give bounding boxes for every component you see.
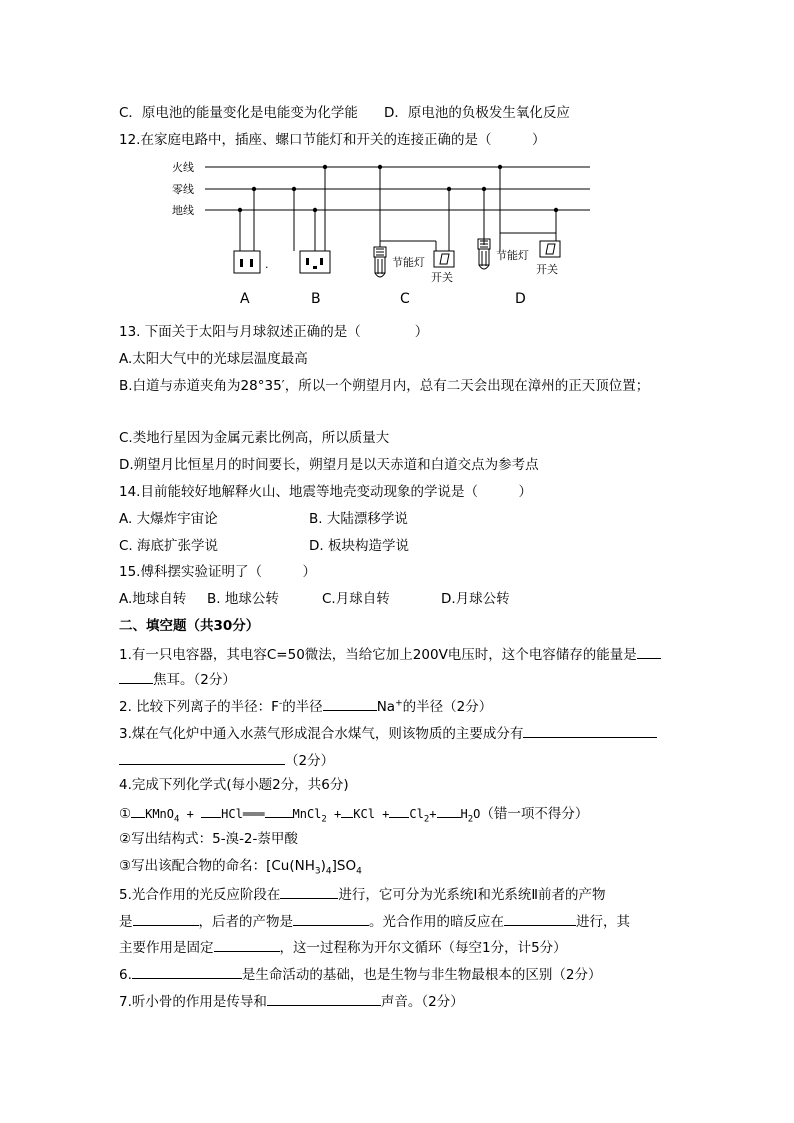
f5-l2d: 进行，其 (576, 914, 630, 930)
f3-line1 (119, 723, 657, 743)
f4-blank-5[interactable] (389, 803, 409, 818)
f4-p3-sub4b: 4 (356, 866, 362, 877)
f4-p2: ②写出结构式：5-溴-2-萘甲酸 (119, 831, 298, 847)
f4-sub-4: 4 (174, 814, 180, 825)
f4-stem: 4.完成下列化学式(每小题2分，共6分) (119, 777, 349, 793)
q14-options-cd (119, 537, 409, 555)
f4-p3-mid: ) (320, 858, 326, 874)
f2-line (119, 696, 492, 716)
f7-pre: 7.听小骨的作用是传导和 (119, 994, 267, 1010)
f3-blank[interactable] (523, 723, 657, 738)
q14-stem: 14.目前能较好地解释火山、地震等地壳变动现象的学说是（ ） (119, 484, 532, 500)
label-fire-wire: 火线 (172, 161, 194, 174)
q13-option-a: A.太阳大气中的光球层温度最高 (119, 351, 308, 367)
q14-option-b: B. 大陆漂移学说 (309, 511, 408, 527)
f5-line3 (119, 937, 567, 957)
switch-c (434, 251, 454, 267)
f2-pre: 2. 比较下列离子的半径：F (119, 699, 279, 715)
q14-options-ab (119, 510, 408, 528)
f4-o: O (473, 807, 481, 821)
f7-post: 声音。（2分） (380, 994, 464, 1010)
f4-note: （错一项不得分） (480, 806, 589, 822)
q13-option-c: C.类地行星因为金属元素比例高，所以质量大 (119, 430, 390, 446)
f7-line (119, 991, 464, 1011)
f4-h: H (460, 807, 468, 821)
label-d: D (515, 291, 526, 307)
q15-option-d: D.月球公转 (441, 591, 510, 607)
f5-l3a: 主要作用是固定 (119, 940, 214, 956)
socket-b (300, 251, 330, 273)
f4-blank-4[interactable] (341, 803, 353, 818)
f4-equation (119, 803, 588, 823)
f4-mncl: MnCl (292, 807, 322, 821)
f4-kmno: KMnO (145, 807, 175, 821)
section-title: 二、填空题（共30分） (119, 618, 260, 634)
f2-mid: 的半径 (282, 699, 323, 715)
f6-pre: 6. (119, 967, 132, 983)
f6-blank[interactable] (132, 964, 242, 979)
label-switch-d: 开关 (536, 263, 558, 276)
q13-option-d: D.朔望月比恒星月的时间要长，朔望月是以天赤道和白道交点为参考点 (119, 457, 539, 473)
q14-option-a: A. 大爆炸宇宙论 (119, 511, 218, 527)
lamp-c (374, 247, 386, 277)
f4-plus-3: + (429, 807, 437, 821)
f2-sup2: + (395, 698, 403, 709)
circuit-diagram (170, 155, 600, 315)
f5-blank-5[interactable] (214, 937, 280, 952)
f4-blank-1[interactable] (131, 803, 145, 818)
f4-kcl: KCl + (353, 807, 390, 821)
f3-line2 (119, 750, 334, 770)
f1-blank-cont[interactable] (119, 669, 153, 684)
f5-blank-2[interactable] (133, 911, 199, 926)
f4-plus-1: + (179, 807, 202, 821)
f5-l1b: 进行，它可分为光系统Ⅰ和光系统Ⅱ前者的产物 (338, 887, 606, 903)
f5-blank-4[interactable] (504, 911, 576, 926)
f4-p3-sub4: 4 (325, 866, 332, 877)
q11-option-c: C．原电池的能量变化是电能变为化学能 (119, 105, 358, 121)
q13-option-b: B.白道与赤道夹角为28°35′，所以一个朔望月内，总有二天会出现在漳州的正天顶位置； (119, 378, 650, 394)
f5-l2b: ，后者的产物是 (198, 914, 293, 930)
f7-blank[interactable] (267, 991, 381, 1006)
f4-blank-2[interactable] (201, 803, 221, 818)
label-ground-wire: 地线 (172, 204, 194, 217)
socket-a (234, 251, 260, 273)
f5-l2c: 。光合作用的暗反应在 (369, 914, 504, 930)
f4-sub-2c: 2 (467, 814, 474, 825)
q12-stem: 12.在家庭电路中，插座、螺口节能灯和开关的连接正确的是（ ） (119, 132, 546, 148)
label-lamp-c: 节能灯 (392, 256, 425, 269)
q11-options-line (119, 104, 570, 122)
f2-post: 的半径（2分） (402, 699, 493, 715)
q13-stem: 13. 下面关于太阳与月球叙述正确的是（ ） (119, 324, 429, 340)
f2-sup1: - (278, 698, 283, 709)
f1-line1 (119, 644, 661, 664)
f5-line2 (119, 911, 630, 931)
q15-options (119, 590, 510, 608)
f4-hcl: HCl (221, 807, 243, 821)
f5-blank-3[interactable] (293, 911, 369, 926)
f4-blank-6[interactable] (437, 803, 461, 818)
q14-option-c: C. 海底扩张学说 (119, 538, 219, 554)
f6-post: 是生命活动的基础，也是生物与非生物最根本的区别（2分） (241, 967, 602, 983)
f3-cont: （2分） (285, 753, 335, 769)
q15-stem: 15.傅科摆实验证明了（ ） (119, 564, 316, 580)
f5-l2a: 是 (119, 914, 133, 930)
label-lamp-d: 节能灯 (496, 249, 529, 262)
f4-p3-sub3: 3 (314, 866, 321, 877)
q11-option-d: D．原电池的负极发生氧化反应 (383, 105, 570, 121)
f3-blank-cont[interactable] (119, 750, 285, 765)
f4-blank-3[interactable] (265, 803, 293, 818)
f4-sub-2a: 2 (321, 814, 327, 825)
f4-p3-post: ]SO (331, 858, 357, 874)
q15-option-c: C.月球自转 (322, 591, 390, 607)
f1-line2 (119, 669, 236, 689)
label-c: C (400, 291, 410, 307)
label-switch-c: 开关 (431, 271, 453, 284)
f1-blank[interactable] (637, 644, 661, 659)
f4-plus-2: + (326, 807, 342, 821)
f1-text: 1.有一只电容器，其电容C=50微法，当给它加上200V电压时，这个电容储存的能量是 (119, 647, 637, 663)
label-neutral-wire: 零线 (172, 183, 194, 196)
label-b: B (311, 291, 321, 307)
f5-l3b: ，这一过程称为开尔文循环（每空1分，计5分） (279, 940, 567, 956)
f2-na: Na (376, 699, 396, 715)
f6-line (119, 964, 601, 984)
label-a: A (240, 291, 250, 307)
switch-d (540, 241, 560, 257)
f5-l1a: 5.光合作用的光反应阶段在 (119, 887, 281, 903)
f4-arrow: ═══ (242, 807, 265, 821)
q15-option-b: B. 地球公转 (207, 591, 279, 607)
f5-line1 (119, 884, 606, 904)
f4-p3-pre: ③写出该配合物的命名：[Cu(NH (119, 858, 315, 874)
f3-text: 3.煤在气化炉中通入水蒸气形成混合水煤气，则该物质的主要成分有 (119, 726, 524, 742)
q14-option-d: D. 板块构造学说 (309, 538, 409, 554)
f4-eq-num: ① (119, 806, 132, 822)
f2-blank[interactable] (323, 696, 377, 711)
f5-blank-1[interactable] (280, 884, 338, 899)
f4-cl: Cl (409, 807, 424, 821)
f4-sub-2b: 2 (423, 814, 430, 825)
label-dot: . (265, 258, 269, 271)
f4-p3 (119, 857, 362, 875)
lamp-d (478, 239, 490, 269)
f1-cont: 焦耳。（2分） (153, 672, 236, 688)
q15-option-a: A.地球自转 (119, 591, 187, 607)
